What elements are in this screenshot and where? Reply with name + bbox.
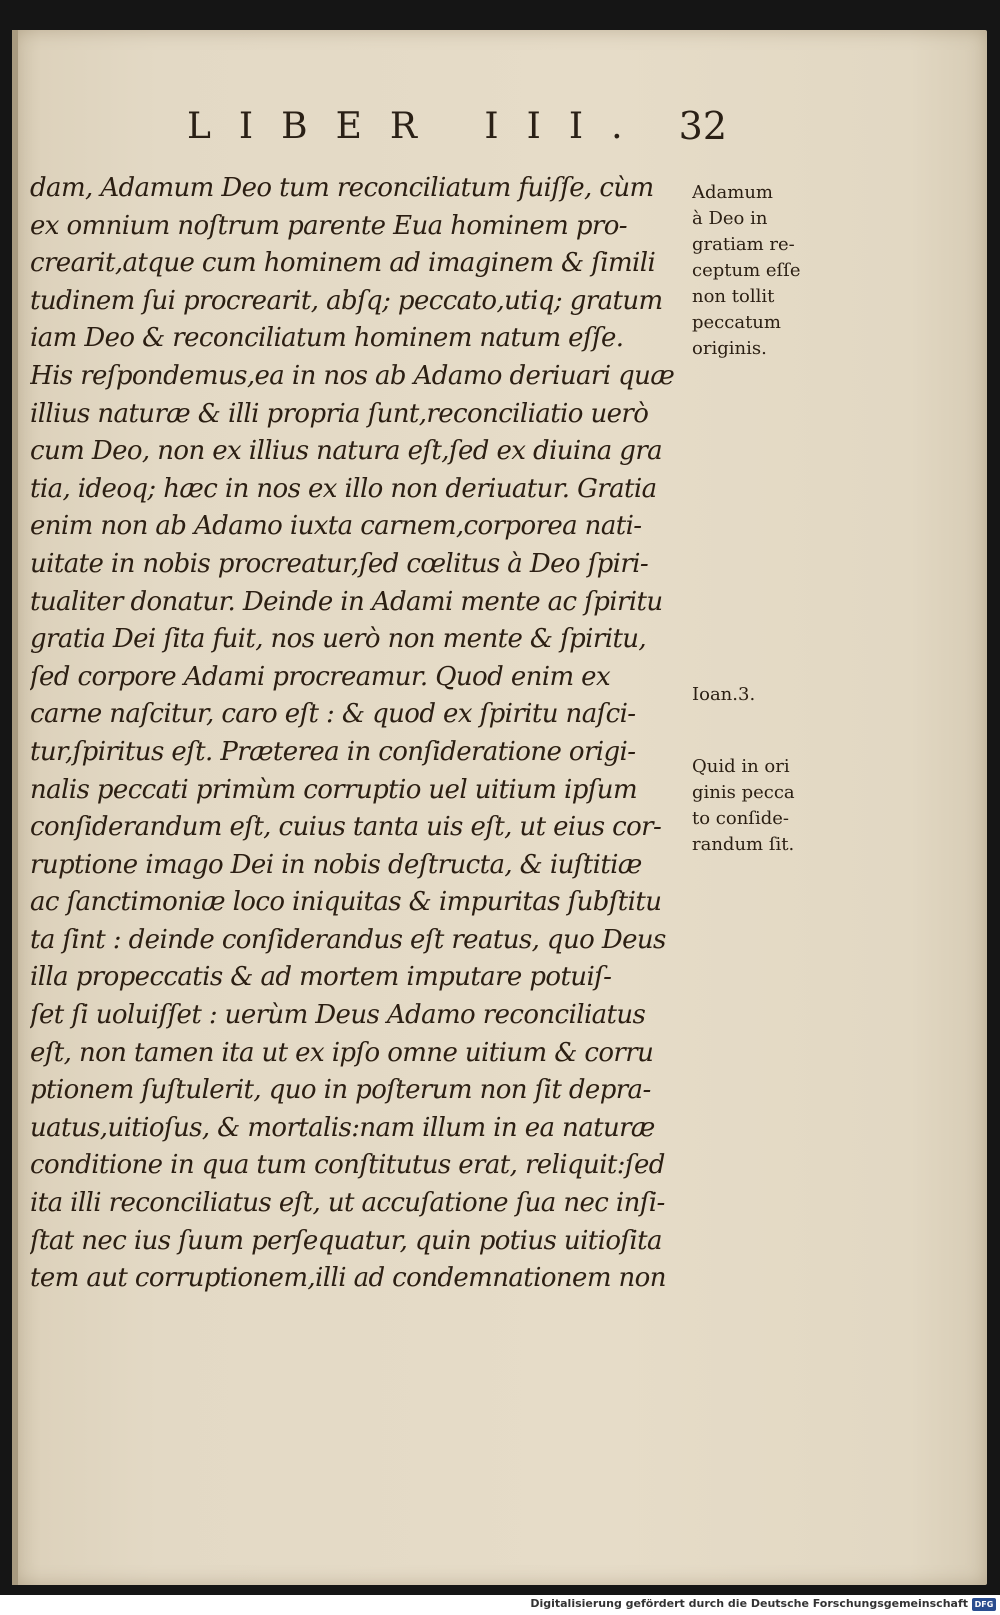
text-line: tur,ſpiritus eſt. Præterea in conſideratione origi-	[30, 736, 636, 767]
margin-note-quid	[692, 754, 852, 858]
text-line: tia, ideoq; hæc in nos ex illo non deriuatur. Gratia	[30, 473, 657, 504]
text-line: illius naturæ & illi propria ſunt,reconciliatio uerò	[30, 398, 649, 429]
margin-note-line: peccatum	[692, 312, 781, 333]
text-line: gratia Dei ſita fuit, nos uerò non mente & ſpiritu,	[30, 624, 647, 655]
text-line: uatus,uitioſus, & mortalis:nam illum in ea naturæ	[30, 1112, 655, 1143]
text-line: ex omnium noſtrum parente Eua hominem pro-	[30, 210, 627, 241]
margin-note-line: gratiam re-	[692, 234, 795, 255]
margin-note-line: randum ſit.	[692, 834, 795, 855]
margin-note-line: originis.	[692, 338, 767, 359]
main-text-block	[30, 170, 695, 1298]
margin-note-line: Ioan.3.	[692, 684, 756, 705]
text-line: illa propeccatis & ad mortem imputare potuiſ-	[30, 962, 612, 993]
text-line: conditione in qua tum conſtitutus erat, reliquit:ſed	[30, 1150, 665, 1181]
running-title: LIBER III.	[187, 106, 651, 147]
margin-note-line: à Deo in	[692, 208, 768, 229]
text-line: crearit,atque cum hominem ad imaginem & ſimili	[30, 248, 656, 279]
text-line: ita illi reconciliatus eſt, ut accuſatione ſua nec inſi-	[30, 1188, 665, 1219]
margin-note-line: non tollit	[692, 286, 775, 307]
footer-credit: Digitalisierung gefördert durch die Deutsche Forschungsgemeinschaft	[530, 1597, 968, 1610]
dfg-logo: DFG	[972, 1598, 996, 1611]
text-line: tem aut corruptionem,illi ad condemnationem non	[30, 1263, 666, 1294]
text-line: enim non ab Adamo iuxta carnem,corporea nati-	[30, 511, 642, 542]
text-line: ſet ſi uoluiſſet : uerùm Deus Adamo reconciliatus	[30, 1000, 646, 1031]
text-line: ptionem ſuſtulerit, quo in poſterum non ſit depra-	[30, 1075, 651, 1106]
margin-note-line: ceptum eſſe	[692, 260, 801, 281]
text-line: cum Deo, non ex illius natura eſt,ſed ex diuina gra	[30, 436, 663, 467]
text-line: ac ſanctimoniæ loco iniquitas & impuritas ſubſtitu	[30, 887, 662, 918]
margin-note-line: ginis pecca	[692, 782, 795, 803]
text-line: iam Deo & reconciliatum hominem natum eſſe.	[30, 323, 624, 354]
text-line: carne naſcitur, caro eſt : & quod ex ſpiritu naſci-	[30, 699, 636, 730]
footer-bar	[0, 1595, 1000, 1615]
text-line: ſed corpore Adami procreamur. Quod enim ex	[30, 661, 611, 692]
page-number: 32	[678, 104, 727, 148]
text-line: ruptione imago Dei in nobis deſtructa, & iuſtitiæ	[30, 849, 642, 880]
text-line: dam, Adamum Deo tum reconciliatum fuiſſe, cùm	[30, 173, 654, 203]
margin-note-line: Quid in ori	[692, 756, 790, 777]
text-line: nalis peccati primùm corruptio uel uitium ipſum	[30, 774, 637, 805]
margin-note-ioan	[692, 682, 852, 708]
margin-note-adamum	[692, 180, 852, 362]
margin-note-line: Adamum	[692, 182, 773, 203]
margin-note-line: to conſide-	[692, 808, 789, 829]
text-line: ſtat nec ius ſuum perſequatur, quin potius uitioſita	[30, 1225, 662, 1256]
text-line: tudinem ſui procrearit, abſq; peccato,utiq; gratum	[30, 285, 663, 316]
book-page	[12, 30, 987, 1585]
text-line: uitate in nobis procreatur,ſed cœlitus à Deo ſpiri-	[30, 548, 649, 579]
text-line: His reſpondemus,ea in nos ab Adamo deriuari quæ	[30, 360, 675, 391]
text-line: eſt, non tamen ita ut ex ipſo omne uitium & corru	[30, 1037, 654, 1068]
text-line: tualiter donatur. Deinde in Adami mente ac ſpiritu	[30, 586, 663, 617]
running-header	[187, 100, 727, 160]
text-line: conſiderandum eſt, cuius tanta uis eſt, ut eius cor-	[30, 812, 662, 843]
text-line: ta ſint : deinde conſiderandus eſt reatus, quo Deus	[30, 924, 666, 955]
